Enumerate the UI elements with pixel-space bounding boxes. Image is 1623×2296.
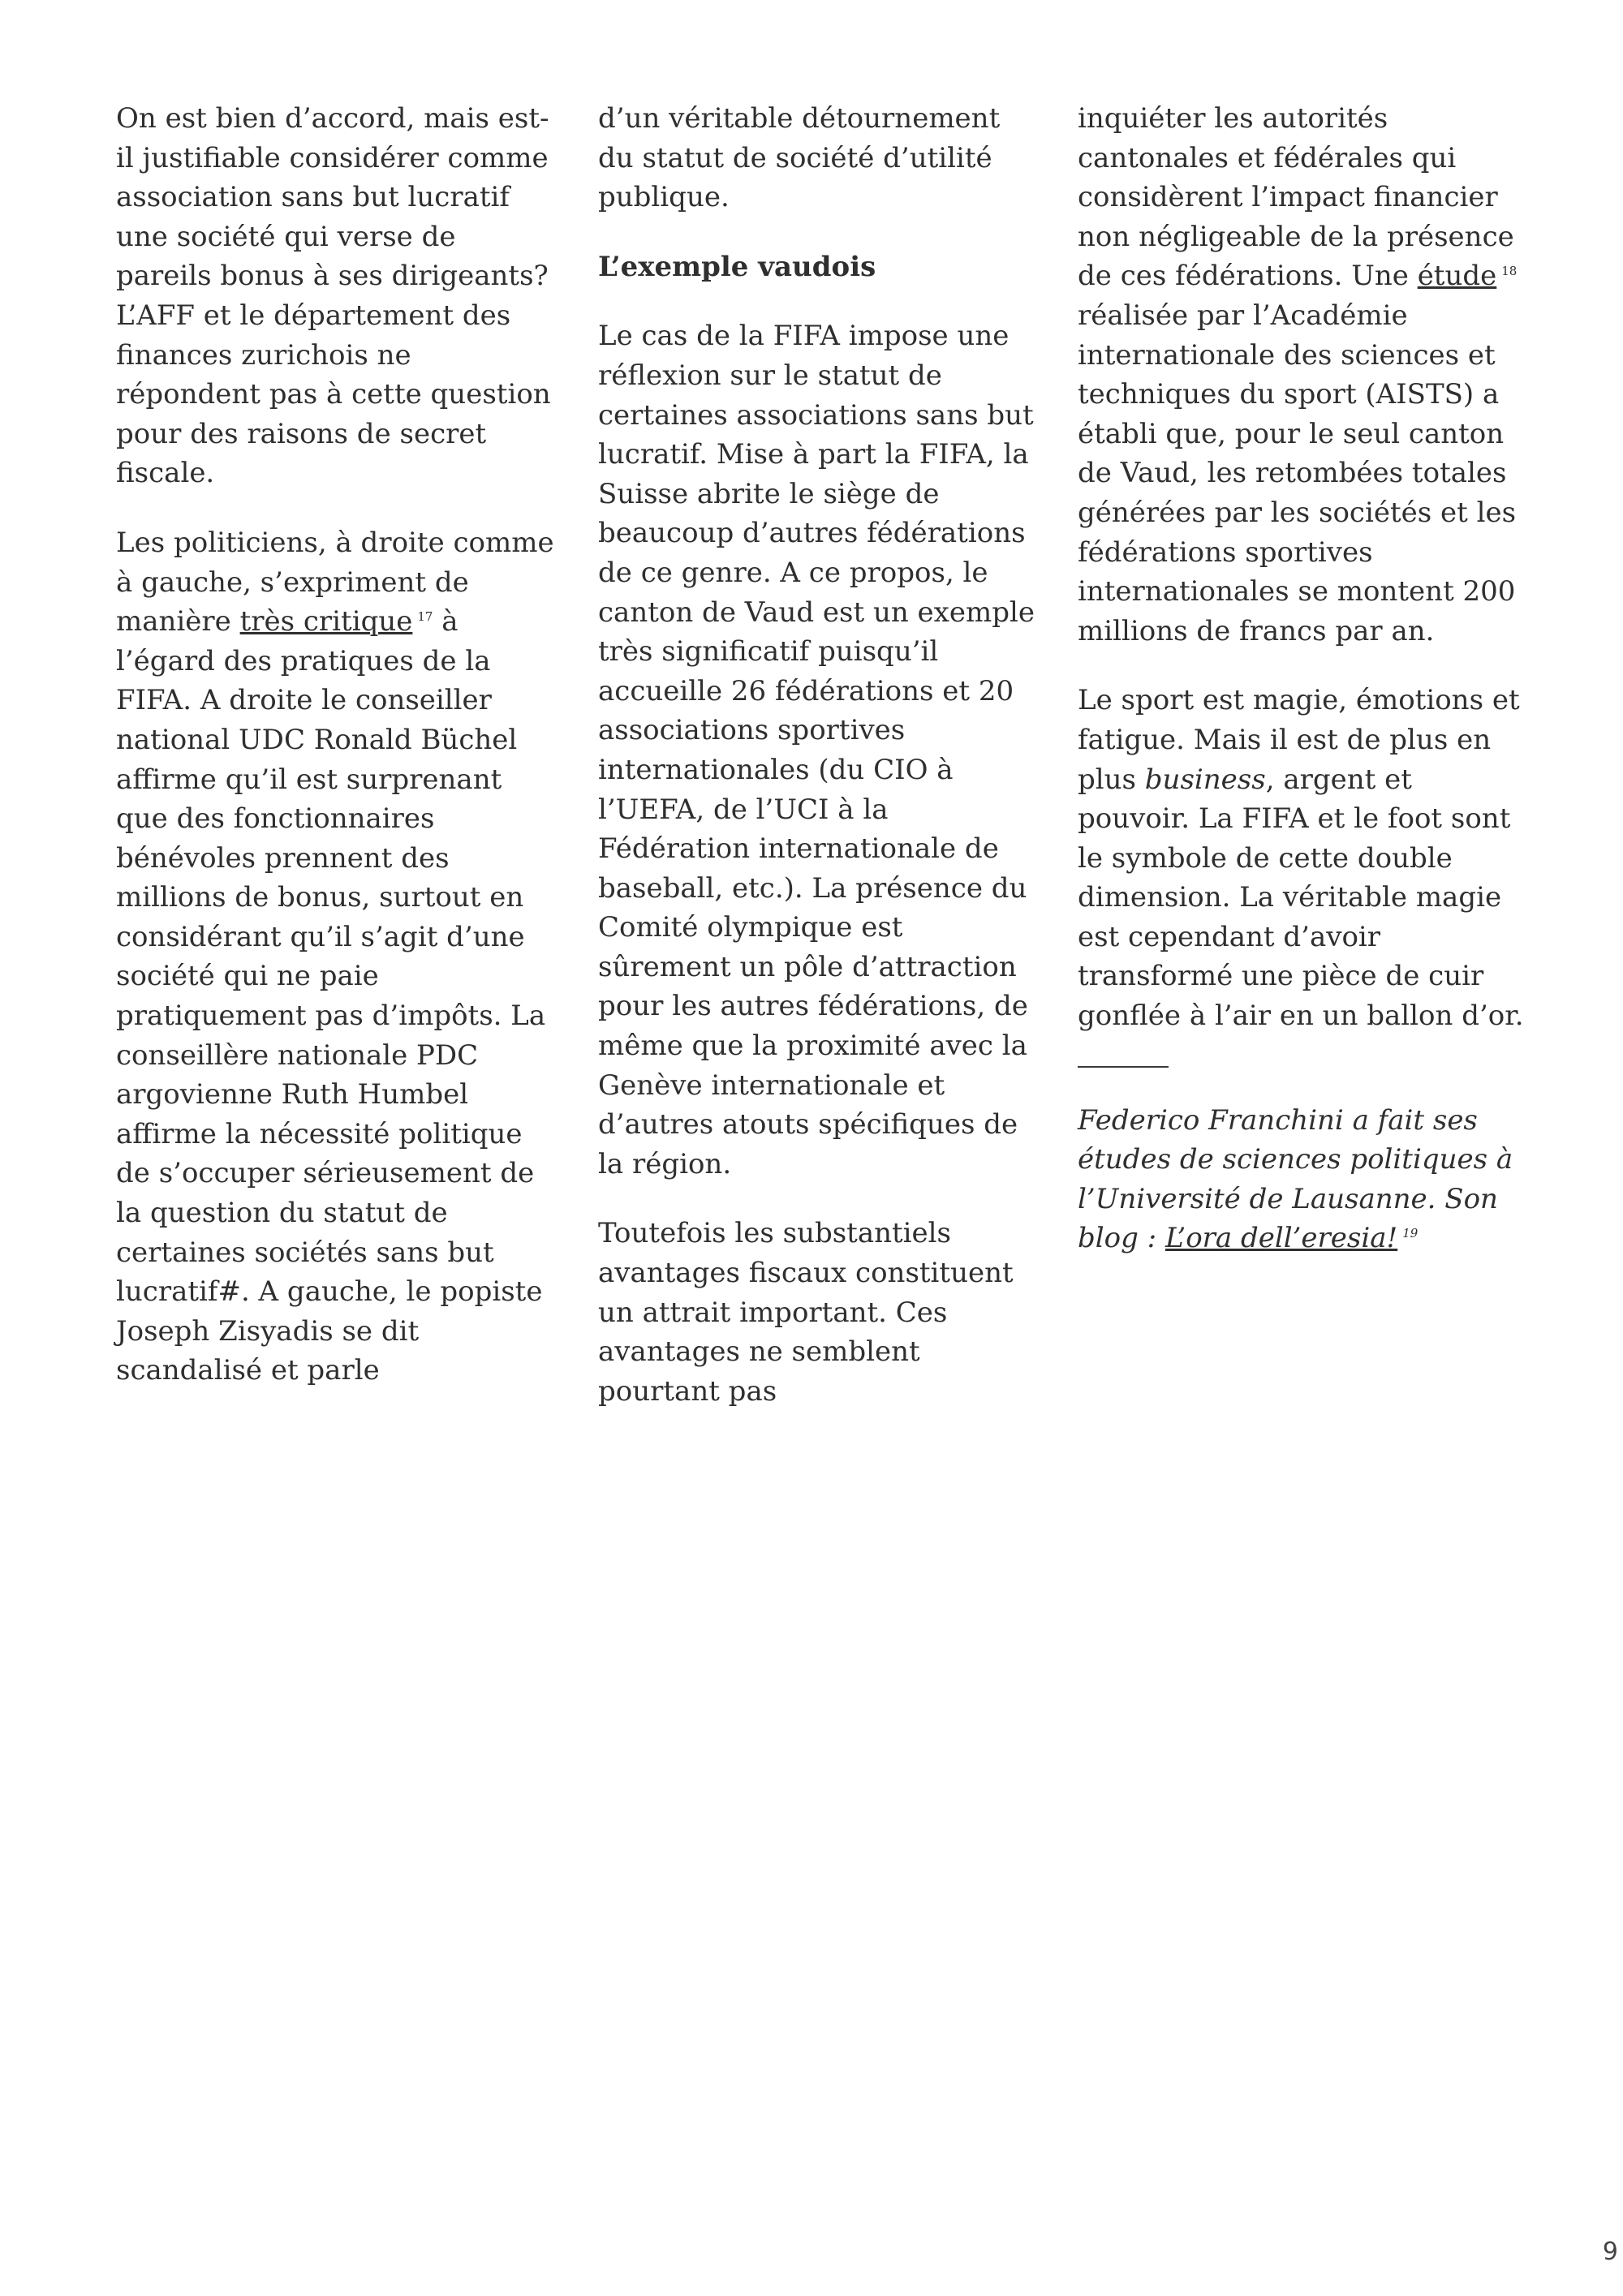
paragraph: d’un véritable détournement du statut de société d’utilité publique.: [598, 102, 1001, 214]
footnote-marker: 18: [1501, 264, 1518, 279]
paragraph: [1078, 681, 1528, 1035]
divider: [1078, 1066, 1169, 1068]
text-column-3: [1078, 99, 1528, 1288]
footnote-link-tres-critique[interactable]: très critique: [239, 605, 413, 638]
emphasis: business: [1144, 763, 1266, 796]
paragraph-text: inquiéter les autorités cantonales et fédérales qui considèrent l’impact financier non négligeable de la présence de ces fédérations. Une: [1078, 102, 1514, 293]
footnote-link-etude[interactable]: étude: [1417, 260, 1497, 293]
paragraph-text: Les politiciens, à droite comme à gauche, s’expriment de manière: [116, 526, 554, 638]
paragraph-text: réalisée par l’Académie internationale des sciences et techniques du sport (AISTS) a établi que, pour le seul canton de Vaud, les retombées totales générées par les sociétés et les fédérations sportives internationales se montent 200 millions de francs par an.: [1078, 299, 1517, 647]
blog-link[interactable]: L’ora dell’eresia!: [1165, 1222, 1398, 1255]
text-column-1: [116, 99, 558, 1421]
paragraph: Le cas de la FIFA impose une réflexion sur le statut de certaines associations sans but lucratif. Mise à part la FIFA, la Suisse abrite le siège de beaucoup d’autres fédérations de ce genre. A ce propos, le canton de Vaud est un exemple très significatif puisqu’il accueille 26 fédérations et 20 associations sportives internationales (du CIO à l’UEFA, de l’UCI à la Fédération internationale de baseball, etc.). La présence du Comité olympique est sûrement un pôle d’attraction pour les autres fédérations, de même que la proximité avec la Genève internationale et d’autres atouts spécifiques de la région.: [598, 320, 1035, 1180]
section-heading: L’exemple vaudois: [598, 250, 876, 283]
paragraph: On est bien d’accord, mais est-il justifiable considérer comme association sans but lucratif une société qui verse de pareils bonus à ses dirigeants? L’AFF et le département des finances zurichois ne répondent pas à cette question pour des raisons de secret fiscale.: [116, 102, 551, 490]
paragraph: [1078, 99, 1528, 651]
paragraph: Toutefois les substantiels avantages fiscaux constituent un attrait important. Ces avantages ne semblent pourtant pas: [598, 1217, 1014, 1408]
page-number: 9: [1602, 2238, 1618, 2266]
footnote-marker: 19: [1402, 1226, 1419, 1241]
paragraph: [116, 523, 558, 1391]
footnote-marker: 17: [417, 608, 433, 624]
paragraph-text: à l’égard des pratiques de la FIFA. A droite le conseiller national UDC Ronald Büchel affirme qu’il est surprenant que des fonctionnaires bénévoles prennent des millions de bonus, surtout en considérant qu’il s’agit d’une société qui ne paie pratiquement pas d’impôts. La conseillère nationale PDC argovienne Ruth Humbel affirme la nécessité politique de s’occuper sérieusement de la question du statut de certaines sociétés sans but lucratif#. A gauche, le popiste Joseph Zisyadis se dit scandalisé et parle: [116, 605, 546, 1387]
paragraph-text: , argent et pouvoir. La FIFA et le foot sont le symbole de cette double dimension. La véritable magie est cependant d’avoir transformé une pièce de cuir gonflée à l’air en un ballon d’or.: [1078, 763, 1524, 1033]
bio-text: Federico Franchini a fait ses études de sciences politiques à l’Université de Lausanne. Son blog :: [1078, 1103, 1513, 1255]
paragraph-text: Le sport est magie, émotions et fatigue. Mais il est de plus en plus: [1078, 684, 1520, 796]
author-bio: [1078, 1101, 1528, 1258]
text-column-2: [598, 99, 1040, 1441]
